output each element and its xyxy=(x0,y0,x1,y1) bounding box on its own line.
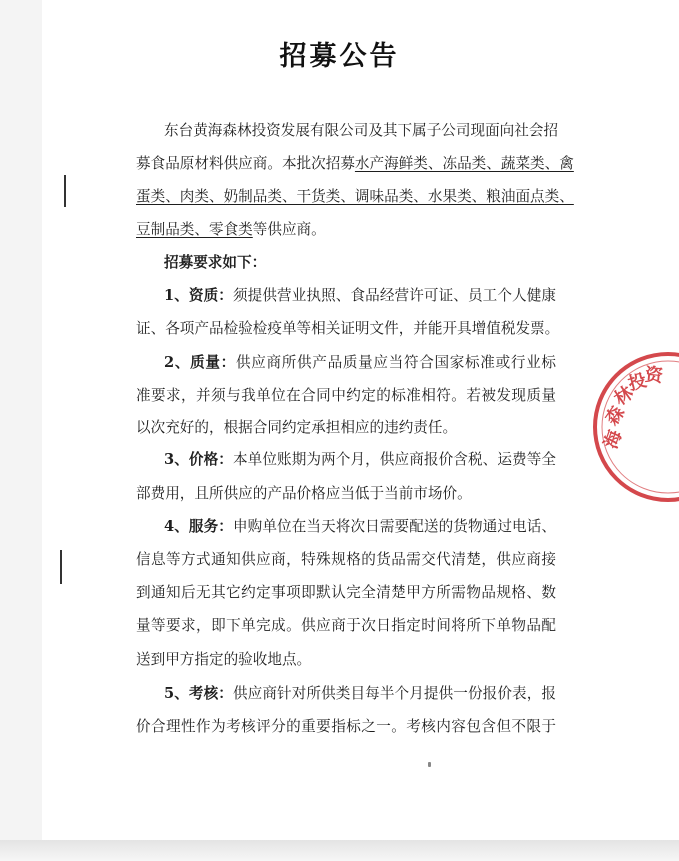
seal-text: 投 xyxy=(625,369,649,395)
text-line: 到通知后无其它约定事项即默认完全清楚甲方所需物品规格、数 xyxy=(136,584,556,601)
margin-mark xyxy=(60,550,62,584)
page-title: 招募公告 xyxy=(279,41,400,72)
text-line: 2、质量：供应商所供产品质量应当符合国家标准或行业标 xyxy=(164,354,556,371)
company-seal xyxy=(593,352,679,502)
seal-text: 林 xyxy=(610,382,638,410)
text-line: 募食品原材料供应商。本批次招募水产海鲜类、冻品类、蔬菜类、禽 xyxy=(136,155,574,172)
text-line: 部费用，且所供应的产品价格应当低于当前市场价。 xyxy=(136,485,472,502)
page-bottom-edge xyxy=(0,840,679,861)
text-line: 信息等方式通知供应商，特殊规格的货品需交代清楚，供应商接 xyxy=(136,551,556,568)
text-line: 价合理性作为考核评分的重要指标之一。考核内容包含但不限于 xyxy=(136,718,556,735)
seal-text: 资 xyxy=(643,364,664,387)
text-line: 量等要求，即下单完成。供应商于次日指定时间将所下单物品配 xyxy=(136,617,556,634)
text-line: 以次充好的，根据合同约定承担相应的违约责任。 xyxy=(136,419,458,436)
text-line: 3、价格：本单位账期为两个月，供应商报价含税、运费等全 xyxy=(164,451,556,468)
text-line: 豆制品类、零食类等供应商。 xyxy=(136,221,326,238)
text-line: 证、各项产品检验检疫单等相关证明文件，并能开具增值税发票。 xyxy=(136,320,560,337)
section-heading: 招募要求如下： xyxy=(164,254,267,271)
margin-mark xyxy=(64,175,66,207)
text-line: 蛋类、肉类、奶制品类、干货类、调味品类、水果类、粮油面点类、 xyxy=(136,188,574,205)
text-line: 送到甲方指定的验收地点。 xyxy=(136,651,312,668)
seal-text: 森 xyxy=(601,402,629,430)
text-line: 5、考核：供应商针对所供类目每半个月提供一份报价表，报 xyxy=(164,685,556,702)
seal-text: 海 xyxy=(600,427,627,452)
text-line: 东台黄海森林投资发展有限公司及其下属子公司现面向社会招 xyxy=(164,122,559,139)
text-line: 4、服务：申购单位在当天将次日需要配送的货物通过电话、 xyxy=(164,518,556,535)
text-line: 1、资质：须提供营业执照、食品经营许可证、员工个人健康 xyxy=(164,287,556,304)
ink-speck xyxy=(428,762,431,767)
text-line: 准要求，并须与我单位在合同中约定的标准相符。若被发现质量 xyxy=(136,387,556,404)
